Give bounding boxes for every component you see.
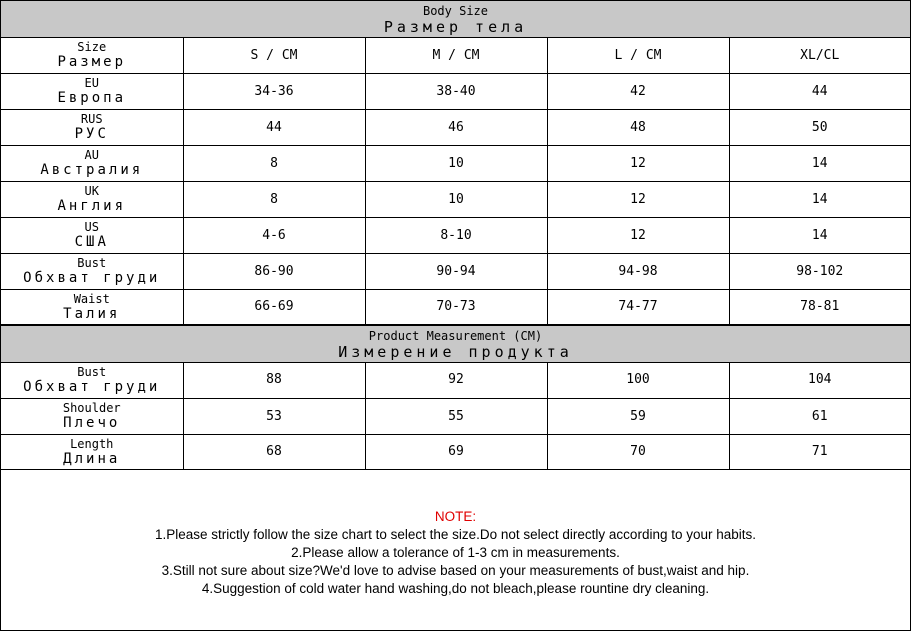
size-label: Size [77,40,107,55]
row-label-ru: Англия [57,198,127,214]
row-label-ru: Плечо [63,415,121,431]
notes-title: NOTE: [434,509,477,524]
table-cell: 92 [365,362,547,398]
row-label: Shoulder [62,401,121,415]
row-label: RUS [80,112,103,126]
col-header-s: S / CM [183,38,365,73]
table-cell: 90-94 [365,253,547,289]
row-label-cell [1,434,183,469]
table-cell: 14 [729,181,910,217]
row-label-cell [1,398,183,434]
row-label: AU [84,148,99,162]
row-label-cell [1,253,183,289]
body-size-header-row [1,38,910,73]
table-cell: 104 [729,362,910,398]
row-label-cell [1,217,183,253]
note-line-3: 3.Still not sure about size?We'd love to advise based on your measurements of bust,waist and hip. [161,563,750,578]
table-cell: 66-69 [183,289,365,324]
row-label-cell [1,109,183,145]
table-cell: 38-40 [365,73,547,109]
table-cell: 34-36 [183,73,365,109]
row-label-ru: Обхват груди [23,270,161,286]
table-row [1,181,910,217]
table-cell: 12 [547,217,729,253]
table-row [1,253,910,289]
table-cell: 86-90 [183,253,365,289]
table-row [1,434,910,469]
size-label-ru: Размер [57,54,127,71]
table-cell: 42 [547,73,729,109]
note-line-4: 4.Suggestion of cold water hand washing,do not bleach,please rountine dry cleaning. [201,581,710,596]
table-cell: 61 [729,398,910,434]
row-label-cell [1,181,183,217]
table-cell: 12 [547,181,729,217]
row-label: US [84,220,99,234]
row-label: UK [84,184,99,198]
table-cell: 10 [365,145,547,181]
table-cell: 98-102 [729,253,910,289]
row-label-cell [1,289,183,324]
table-cell: 48 [547,109,729,145]
row-label-cell [1,145,183,181]
col-header-l: L / CM [547,38,729,73]
table-cell: 4-6 [183,217,365,253]
table-cell: 100 [547,362,729,398]
size-label-cell [1,38,183,73]
row-label: EU [84,76,99,90]
body-size-table [1,38,910,325]
product-measurement-title-ru: Измерение продукта [338,343,573,361]
row-label-cell [1,362,183,398]
table-row [1,398,910,434]
product-measurement-banner [1,325,910,363]
table-cell: 14 [729,217,910,253]
row-label-ru: Талия [63,305,121,322]
body-size-title: Body Size [422,4,489,18]
table-cell: 70-73 [365,289,547,324]
product-measurement-title: Product Measurement (CM) [368,329,543,343]
row-label: Bust [77,364,107,379]
row-label-ru: РУС [74,126,109,142]
row-label-cell [1,73,183,109]
row-label-ru: Австралия [40,162,144,178]
table-cell: 12 [547,145,729,181]
body-size-title-ru: Размер тела [383,18,528,36]
note-line-1: 1.Please strictly follow the size chart to select the size.Do not select directly according to your habits. [154,527,757,542]
row-label: Length [70,436,114,451]
table-row [1,109,910,145]
row-label: Waist [73,291,110,306]
row-label-ru: США [74,234,109,250]
table-cell: 88 [183,362,365,398]
body-size-banner [1,1,910,38]
table-cell: 8 [183,181,365,217]
row-label: Bust [77,256,107,270]
table-row [1,362,910,398]
table-cell: 44 [729,73,910,109]
table-cell: 78-81 [729,289,910,324]
note-line-2: 2.Please allow a tolerance of 1-3 cm in measurements. [291,545,620,560]
table-cell: 74-77 [547,289,729,324]
table-cell: 94-98 [547,253,729,289]
table-cell: 53 [183,398,365,434]
product-measurement-table [1,362,910,470]
table-cell: 71 [729,434,910,469]
table-cell: 14 [729,145,910,181]
table-cell: 8 [183,145,365,181]
row-label-ru: Обхват груди [23,378,161,395]
table-row [1,289,910,324]
table-cell: 44 [183,109,365,145]
table-cell: 50 [729,109,910,145]
row-label-ru: Длина [63,450,121,467]
table-cell: 8-10 [365,217,547,253]
table-cell: 69 [365,434,547,469]
table-row [1,217,910,253]
table-cell: 46 [365,109,547,145]
table-cell: 68 [183,434,365,469]
table-cell: 10 [365,181,547,217]
table-cell: 55 [365,398,547,434]
row-label-ru: Европа [57,90,127,106]
col-header-xl: XL/CL [729,38,910,73]
notes-section [1,469,910,631]
table-cell: 59 [547,398,729,434]
col-header-m: M / CM [365,38,547,73]
table-cell: 70 [547,434,729,469]
table-row [1,145,910,181]
table-row [1,73,910,109]
